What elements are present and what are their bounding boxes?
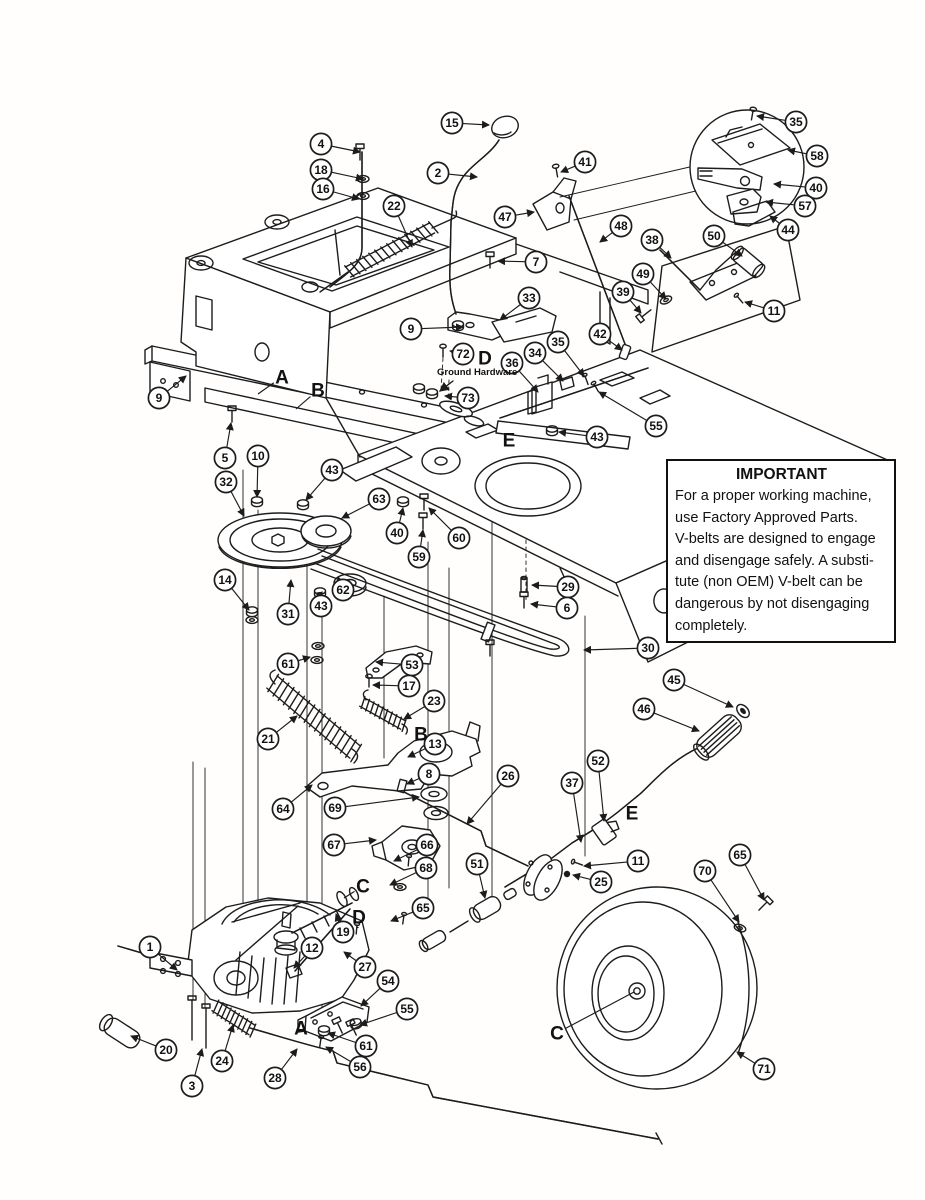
svg-text:43: 43	[314, 599, 328, 614]
svg-text:18: 18	[314, 163, 328, 178]
callout-52	[587, 750, 608, 821]
washer-glyph	[311, 657, 323, 664]
transaxle	[97, 898, 369, 1051]
svg-text:C: C	[550, 1023, 564, 1045]
svg-text:43: 43	[590, 430, 604, 445]
callout-21	[257, 716, 297, 750]
svg-text:11: 11	[631, 854, 645, 869]
svg-text:11: 11	[767, 304, 781, 319]
svg-text:47: 47	[498, 210, 512, 225]
callout-16	[312, 178, 359, 199]
svg-text:28: 28	[268, 1071, 282, 1086]
important-notice-line: tute (non OEM) V-belt can be	[675, 574, 863, 591]
callout-41	[561, 151, 596, 172]
svg-text:55: 55	[400, 1002, 414, 1017]
svg-text:57: 57	[798, 199, 812, 214]
svg-text:5: 5	[221, 451, 229, 466]
callout-47	[494, 206, 534, 227]
callout-63	[342, 488, 390, 518]
callout-15	[441, 112, 489, 133]
svg-text:C: C	[356, 876, 370, 898]
important-notice-line: V-belts are designed to engage	[675, 531, 876, 548]
pin-glyph	[400, 912, 406, 924]
nut-glyph	[398, 497, 409, 507]
svg-text:60: 60	[452, 531, 466, 546]
svg-text:40: 40	[390, 526, 404, 541]
svg-text:35: 35	[789, 115, 803, 130]
washer-glyph	[394, 884, 406, 891]
svg-text:1: 1	[146, 940, 154, 955]
callout-3	[181, 1049, 202, 1097]
svg-text:B: B	[414, 724, 428, 746]
svg-text:34: 34	[528, 346, 542, 361]
pin-glyph	[571, 859, 583, 867]
callout-48	[600, 215, 632, 242]
ref-letter-D	[352, 908, 366, 929]
svg-text:D: D	[352, 907, 366, 929]
ref-letter-E	[503, 431, 516, 452]
callout-38	[641, 229, 671, 258]
bolt-glyph	[419, 513, 427, 529]
important-notice-body	[675, 486, 888, 637]
callout-30	[584, 637, 659, 658]
washer-glyph	[659, 294, 673, 305]
callout-35	[547, 331, 584, 376]
svg-text:44: 44	[781, 223, 795, 238]
svg-text:27: 27	[358, 960, 372, 975]
important-notice-line: use Factory Approved Parts.	[675, 509, 858, 526]
washer-glyph	[246, 617, 258, 624]
svg-text:A: A	[275, 367, 289, 389]
v-belt	[311, 549, 569, 656]
svg-text:66: 66	[420, 838, 434, 853]
important-notice-line: completely.	[675, 617, 748, 634]
detail-circle	[560, 110, 804, 226]
callout-10	[247, 445, 268, 497]
important-notice-title: IMPORTANT	[736, 466, 827, 483]
callout-42	[589, 323, 622, 350]
callout-18	[310, 159, 363, 180]
svg-text:58: 58	[810, 149, 824, 164]
svg-text:7: 7	[532, 255, 540, 270]
callout-67	[323, 834, 376, 855]
bolt-glyph	[420, 494, 428, 510]
callout-24	[211, 1025, 233, 1072]
svg-text:36: 36	[505, 356, 519, 371]
svg-text:45: 45	[667, 673, 681, 688]
nut-glyph	[298, 500, 309, 510]
callout-49	[632, 263, 666, 299]
bolt-glyph	[520, 592, 528, 608]
important-notice-line: and disengage safely. A substi-	[675, 552, 874, 569]
ref-letter-B	[414, 725, 428, 746]
ref-letter-A	[294, 1019, 308, 1040]
svg-text:31: 31	[281, 607, 295, 622]
svg-text:62: 62	[336, 583, 350, 598]
svg-text:37: 37	[565, 776, 579, 791]
callout-59	[408, 530, 429, 568]
callout-14	[214, 569, 249, 610]
svg-text:51: 51	[470, 857, 484, 872]
svg-text:46: 46	[637, 702, 651, 717]
svg-text:9: 9	[155, 391, 163, 406]
callout-64	[272, 785, 312, 820]
svg-text:20: 20	[159, 1043, 173, 1058]
svg-text:39: 39	[616, 285, 630, 300]
svg-text:54: 54	[381, 974, 395, 989]
svg-text:40: 40	[809, 181, 823, 196]
cap-45	[734, 702, 751, 720]
svg-text:12: 12	[305, 941, 319, 956]
svg-text:65: 65	[416, 901, 430, 916]
screw-glyph	[552, 164, 561, 178]
callout-37	[561, 772, 582, 842]
svg-text:16: 16	[316, 182, 330, 197]
bolt-glyph	[486, 640, 494, 656]
callout-65	[729, 844, 764, 900]
svg-text:E: E	[502, 430, 516, 452]
svg-text:67: 67	[327, 838, 341, 853]
callout-31	[277, 580, 298, 625]
callout-69	[324, 797, 419, 819]
svg-text:48: 48	[614, 219, 628, 234]
svg-text:22: 22	[387, 199, 401, 214]
callout-26	[467, 765, 519, 824]
svg-text:A: A	[294, 1018, 308, 1040]
svg-text:4: 4	[317, 137, 325, 152]
svg-text:15: 15	[445, 116, 459, 131]
svg-text:61: 61	[281, 657, 295, 672]
callout-11	[584, 850, 649, 871]
callout-28	[264, 1049, 297, 1089]
svg-text:50: 50	[707, 229, 721, 244]
svg-text:26: 26	[501, 769, 515, 784]
svg-text:14: 14	[218, 573, 232, 588]
ground-hardware-label: Ground Hardware	[437, 367, 518, 378]
clutch-linkage	[270, 646, 480, 870]
callout-4	[310, 133, 360, 154]
svg-text:38: 38	[645, 233, 659, 248]
svg-text:9: 9	[407, 322, 415, 337]
callout-25	[573, 871, 612, 892]
svg-text:59: 59	[412, 550, 426, 565]
svg-text:29: 29	[561, 580, 575, 595]
callout-51	[466, 853, 487, 898]
svg-text:2: 2	[434, 166, 442, 181]
svg-text:B: B	[311, 380, 325, 402]
svg-text:19: 19	[336, 925, 350, 940]
nut-glyph	[414, 384, 425, 394]
svg-text:72: 72	[456, 347, 470, 362]
clamp-52	[591, 814, 623, 846]
callout-60	[429, 508, 470, 549]
interlock-lever	[533, 178, 576, 230]
callout-5	[214, 423, 235, 469]
callout-61	[277, 653, 310, 674]
rear-wheel	[557, 887, 757, 1089]
svg-text:49: 49	[636, 267, 650, 282]
important-notice	[666, 459, 896, 643]
svg-text:63: 63	[372, 492, 386, 507]
ref-letter-E	[626, 804, 639, 825]
svg-text:52: 52	[591, 754, 605, 769]
svg-text:8: 8	[425, 767, 433, 782]
pin-glyph	[734, 293, 745, 305]
svg-text:73: 73	[461, 391, 475, 406]
callout-40	[386, 508, 407, 544]
callout-65	[391, 897, 434, 921]
svg-text:35: 35	[551, 335, 565, 350]
svg-text:41: 41	[578, 155, 592, 170]
svg-text:30: 30	[641, 641, 655, 656]
svg-text:64: 64	[276, 802, 290, 817]
callout-72	[450, 343, 474, 364]
svg-text:E: E	[625, 803, 639, 825]
svg-text:24: 24	[215, 1054, 229, 1069]
callout-11	[745, 300, 785, 321]
svg-text:68: 68	[419, 861, 433, 876]
callout-29	[532, 576, 579, 597]
callout-44	[770, 216, 799, 241]
svg-text:6: 6	[563, 601, 571, 616]
important-notice-line: For a proper working machine,	[675, 488, 872, 504]
svg-text:25: 25	[594, 875, 608, 890]
important-notice-line: dangerous by not disengaging	[675, 595, 870, 612]
svg-text:33: 33	[522, 291, 536, 306]
spacer-51	[467, 894, 503, 924]
svg-text:53: 53	[405, 658, 419, 673]
screw-glyph	[440, 344, 446, 357]
svg-text:3: 3	[188, 1079, 196, 1094]
bolt-glyph	[756, 896, 773, 913]
grip-46	[690, 711, 744, 763]
svg-text:17: 17	[402, 679, 416, 694]
spring-21	[267, 674, 362, 761]
svg-text:10: 10	[251, 449, 265, 464]
svg-text:D: D	[478, 348, 492, 370]
svg-text:65: 65	[733, 848, 747, 863]
svg-text:23: 23	[427, 694, 441, 709]
nut-glyph	[427, 389, 438, 399]
bolt-glyph	[636, 307, 654, 323]
svg-text:32: 32	[219, 475, 233, 490]
callout-43	[310, 595, 331, 617]
svg-text:56: 56	[353, 1060, 367, 1075]
nut-glyph	[252, 497, 263, 507]
svg-text:71: 71	[757, 1062, 771, 1077]
callout-46	[633, 698, 699, 731]
svg-text:21: 21	[261, 732, 275, 747]
svg-text:43: 43	[325, 463, 339, 478]
svg-text:13: 13	[428, 737, 442, 752]
callout-32	[215, 471, 244, 516]
svg-text:55: 55	[649, 419, 663, 434]
svg-text:61: 61	[359, 1039, 373, 1054]
spring-23	[360, 697, 406, 732]
callout-43	[306, 459, 343, 500]
svg-text:42: 42	[593, 327, 607, 342]
callout-45	[663, 669, 733, 707]
callout-6	[531, 597, 578, 618]
callout-7	[498, 251, 547, 272]
ref-letter-C	[344, 877, 370, 899]
callout-2	[427, 162, 477, 183]
svg-text:70: 70	[698, 864, 712, 879]
svg-text:69: 69	[328, 801, 342, 816]
callout-71	[737, 1052, 775, 1080]
